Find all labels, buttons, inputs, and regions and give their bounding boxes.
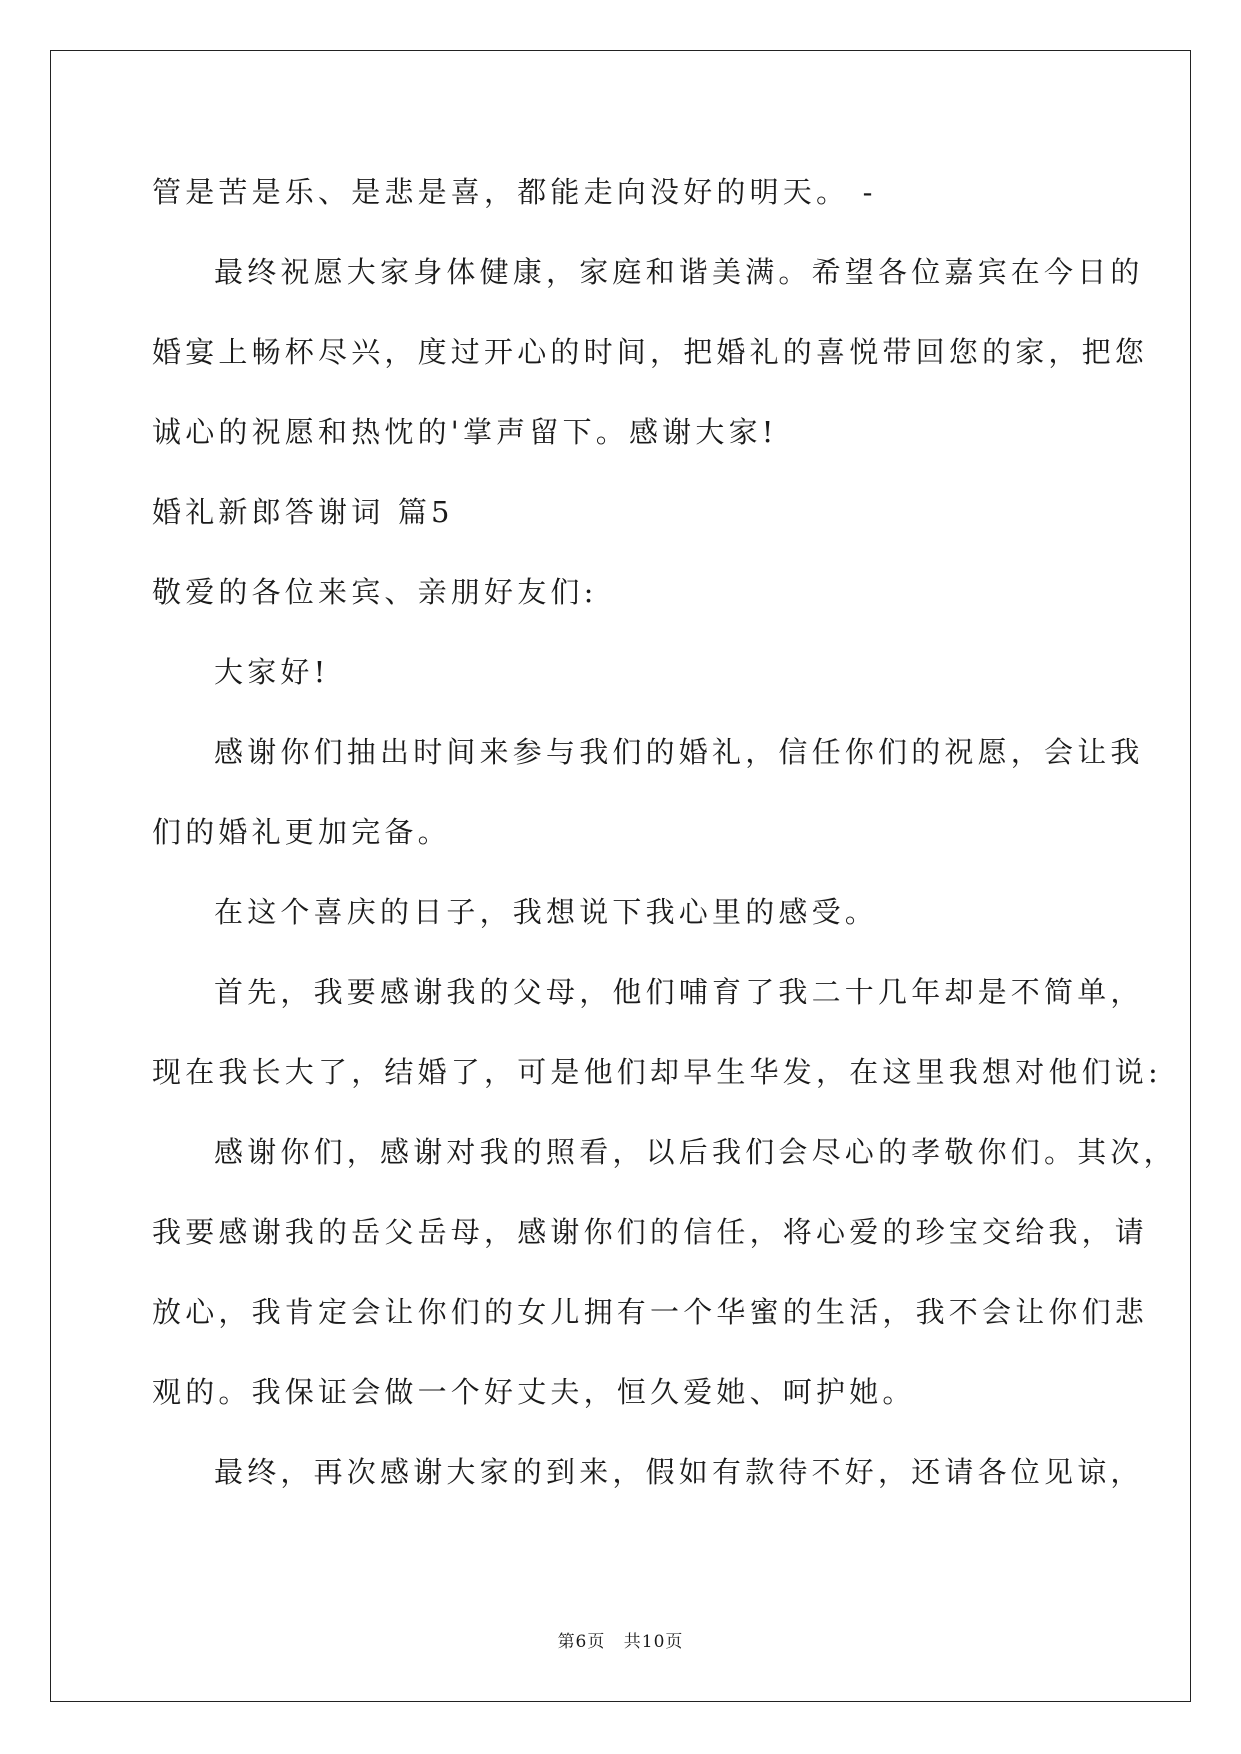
paragraph-line: 感谢你们，感谢对我的照看，以后我们会尽心的孝敬你们。其次， <box>214 1135 1177 1169</box>
text-line: 婚宴上畅杯尽兴，度过开心的时间，把婚礼的喜悦带回您的家，把您 <box>152 335 1149 369</box>
greeting: 大家好! <box>214 655 330 689</box>
paragraph-line: 首先，我要感谢我的父母，他们哺育了我二十几年却是不简单， <box>214 975 1144 1009</box>
text-line: 诚心的祝愿和热忱的'掌声留下。感谢大家! <box>152 415 778 449</box>
paragraph-line: 感谢你们抽出时间来参与我们的婚礼，信任你们的祝愿，会让我 <box>214 735 1144 769</box>
paragraph-line: 最终祝愿大家身体健康，家庭和谐美满。希望各位嘉宾在今日的 <box>214 255 1144 289</box>
paragraph-line: 在这个喜庆的日子，我想说下我心里的感受。 <box>214 895 879 929</box>
section-heading: 婚礼新郎答谢词 篇5 <box>152 495 454 529</box>
page-footer <box>0 1632 1241 1652</box>
salutation: 敬爱的各位来宾、亲朋好友们: <box>152 575 598 609</box>
text-line: 现在我长大了，结婚了，可是他们却早生华发，在这里我想对他们说: <box>152 1055 1162 1089</box>
text-line: 们的婚礼更加完备。 <box>152 815 451 849</box>
page-total: 共10页 <box>623 1632 684 1652</box>
text-line: 我要感谢我的岳父岳母，感谢你们的信任，将心爱的珍宝交给我，请 <box>152 1215 1149 1249</box>
paragraph-line: 最终，再次感谢大家的到来，假如有款待不好，还请各位见谅， <box>214 1455 1144 1489</box>
text-line: 观的。我保证会做一个好丈夫，恒久爱她、呵护她。 <box>152 1375 916 1409</box>
text-line: 放心，我肯定会让你们的女儿拥有一个华蜜的生活，我不会让你们悲 <box>152 1295 1149 1329</box>
text-line: 管是苦是乐、是悲是喜，都能走向没好的明天。 - <box>152 175 877 209</box>
page-number: 第6页 <box>557 1632 606 1652</box>
